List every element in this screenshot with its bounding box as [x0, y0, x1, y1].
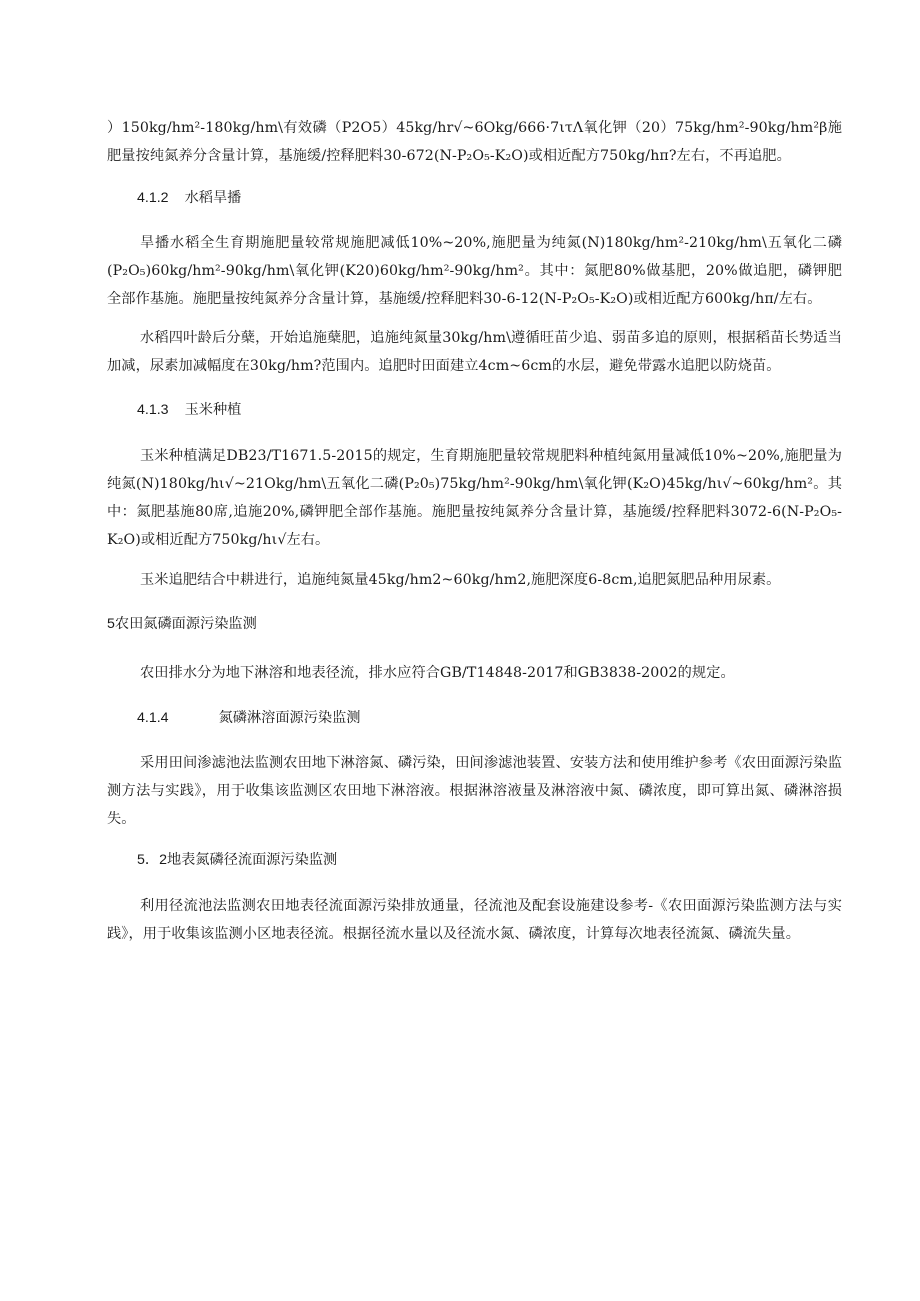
heading-title: 玉米种植	[184, 402, 242, 418]
heading-title: 氮磷淋溶面源污染监测	[218, 710, 361, 726]
heading-title: 水稻旱播	[184, 190, 242, 206]
paragraph-tillering-topdress: 水稻四叶龄后分蘖，开始追施蘖肥，追施纯氮量30kg/hm\遵循旺苗少追、弱苗多追的原则，根据稻苗长势适当加减，尿素加减幅度在30kg/hm?范围内。追肥时田面建立4cm~6cm的水层，避免带露水追肥以防烧苗。	[107, 330, 842, 374]
heading-title: 农田氮磷面源污染监测	[114, 616, 257, 632]
paragraph-runoff-monitoring: 利用径流池法监测农田地表径流面源污染排放通量，径流池及配套设施建设参考-《农田面源污染监测方法与实践》，用于收集该监测小区地表径流。根据径流水量以及径流水氮、磷浓度，计算每次地表径流氮、磷流失量。	[107, 898, 842, 942]
heading-4-1-3	[137, 398, 241, 422]
heading-number: 4.1.3	[137, 402, 169, 418]
paragraph-farmland-drainage: 农田排水分为地下淋溶和地表径流，排水应符合GB/T14848-2017和GB3838-2002的规定。	[140, 665, 735, 681]
heading-title: 地表氮磷径流面源污染监测	[166, 852, 338, 868]
heading-number: 5．2	[137, 852, 167, 868]
paragraph-fertilizer-rate-continued: ）150kg/hm²-180kg/hm\有效磷（P2O5）45kg/hr√~6Okg/666·7ιτΛ氧化钾（20）75kg/hm²-90kg/hm²β施肥量按纯氮养分含量计算，基施缓/控释肥料30-672(N-P₂O₅-K₂O)或相近配方750kg/hπ?左右，不再追肥。	[107, 120, 842, 164]
paragraph-corn-planting: 玉米种植满足DB23/T1671.5-2015的规定，生育期施肥量较常规肥料种植纯氮用量减低10%~20%,施肥量为纯氮(N)180kg/hι√~21Okg/hm\五氧化二磷(P₂0₅)75kg/hm²-90kg/hm\氧化钾(K₂O)45kg/hι√~60kg/hm²。其中：氮肥基施80席,追施20%,磷钾肥全部作基施。施肥量按纯氮养分含量计算，基施缓/控释肥料3072-6(N-P₂O₅-K₂O)或相近配方750kg/hι√左右。	[107, 448, 842, 548]
heading-number: 4.1.4	[137, 710, 169, 726]
heading-5	[107, 612, 257, 636]
heading-4-1-2	[137, 186, 241, 210]
heading-5-2	[137, 848, 337, 872]
paragraph-leaching-monitoring: 采用田间渗滤池法监测农田地下淋溶氮、磷污染，田间渗滤池装置、安装方法和使用维护参考《农田面源污染监测方法与实践》，用于收集该监测区农田地下淋溶液。根据淋溶液量及淋溶液中氮、磷浓度，即可算出氮、磷淋溶损失。	[107, 755, 842, 827]
paragraph-corn-topdress: 玉米追肥结合中耕进行，追施纯氮量45kg/hm2~60kg/hm2,施肥深度6-8cm,追肥氮肥品种用尿素。	[140, 572, 781, 588]
heading-number: 5	[107, 616, 115, 632]
heading-number: 4.1.2	[137, 190, 169, 206]
paragraph-dry-seeded-rice: 旱播水稻全生育期施肥量较常规施肥减低10%~20%,施肥量为纯氮(N)180kg/hm²-210kg/hm\五氧化二磷(P₂O₅)60kg/hm²-90kg/hm\氧化钾(K20)60kg/hm²-90kg/hm²。其中：氮肥80%做基肥，20%做追肥，磷钾肥全部作基施。施肥量按纯氮养分含量计算，基施缓/控释肥料30-6-12(N-P₂O₅-K₂O)或相近配方600kg/hπ/左右。	[107, 235, 842, 307]
heading-4-1-4	[137, 706, 360, 730]
